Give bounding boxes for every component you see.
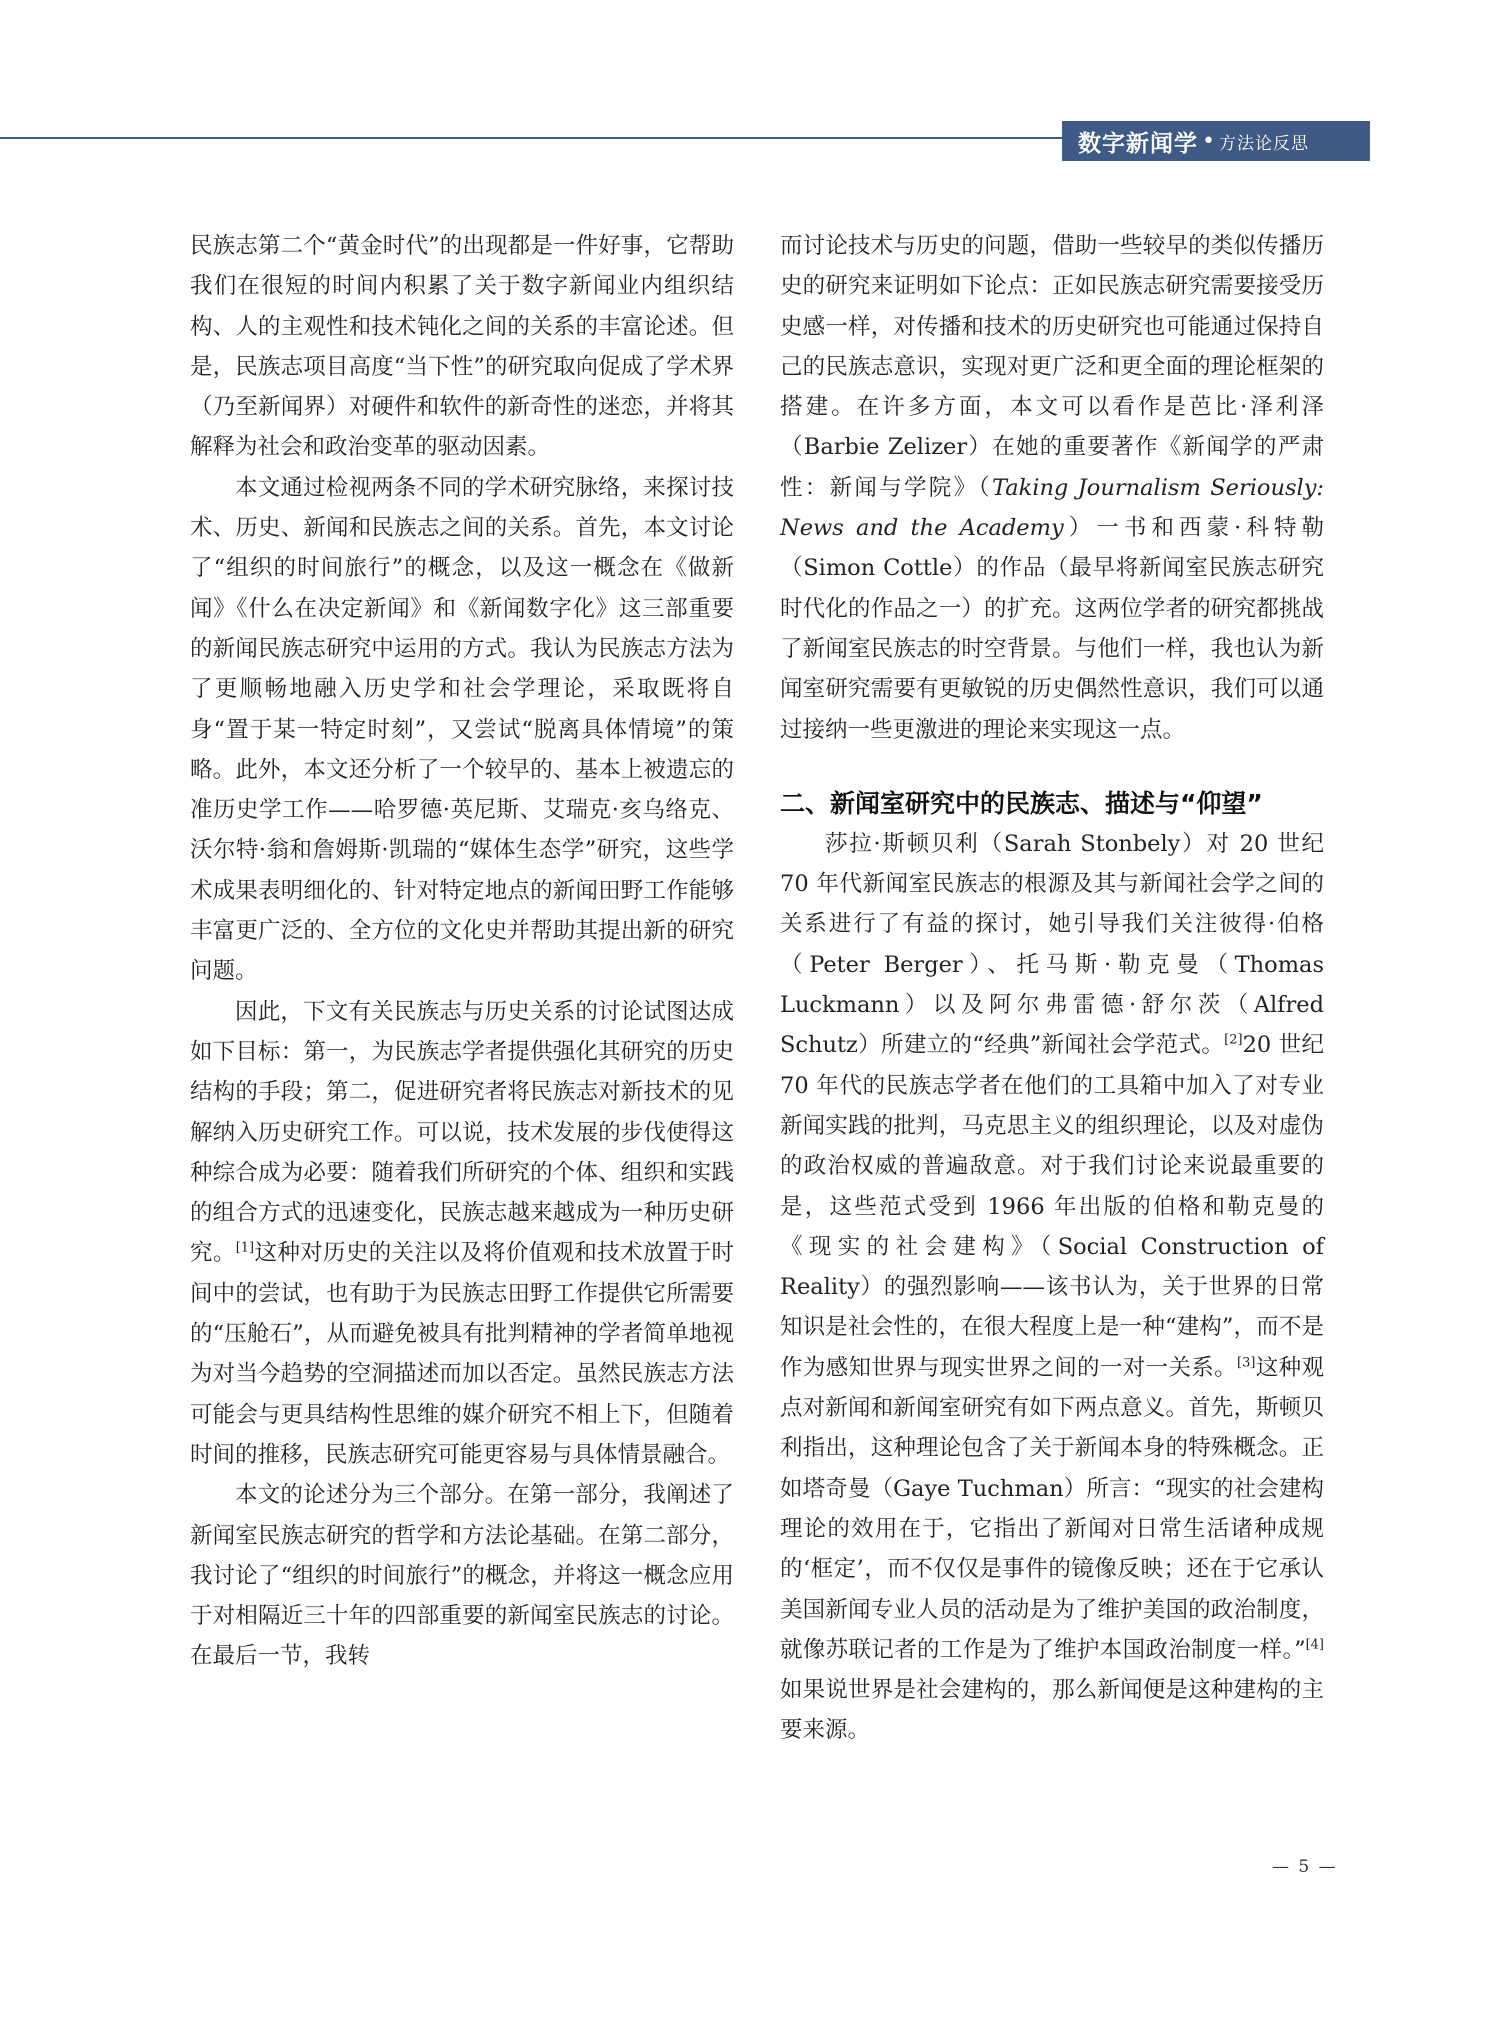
book-title: Taking Journalism Seriously: News and the Academy: [780, 474, 1324, 542]
paragraph-overview: 本文通过检视两条不同的学术研究脉络，来探讨技术、历史、新闻和民族志之间的关系。首先，本文讨论了“组织的时间旅行”的概念，以及这一概念在《做新闻》《什么在决定新闻》和《新闻数字化》这三部重要的新闻民族志研究中运用的方式。我认为民族志方法为了更顺畅地融入历史学和社会学理论，采取既将自身“置于某一特定时刻”，又尝试“脱离具体情境”的策略。此外，本文还分析了一个较早的、基本上被遗忘的准历史学工作——哈罗德·英尼斯、艾瑞克·亥乌络克、沃尔特·翁和詹姆斯·凯瑞的“媒体生态学”研究，这些学术成果表明细化的、针对特定地点的新闻田野工作能够丰富更广泛的、全方位的文化史并帮助其提出新的研究问题。: [190, 474, 734, 985]
paragraph-text: 莎拉·斯顿贝利（Sarah Stonbely）对 20 世纪 70 年代新闻室民族志的根源及其与新闻社会学之间的关系进行了有益的探讨，她引导我们关注彼得·伯格（Peter Berger）、托马斯·勒克曼（Thomas Luckmann）以及阿尔弗雷德·舒尔茨（Alfred Schutz）所建立的“经典”新闻社会学范式。: [780, 830, 1324, 1059]
paragraph-text: 20 世纪 70 年代的民族志学者在他们的工具箱中加入了对专业新闻实践的批判，马克思主义的组织理论，以及对虚伪的政治权威的普遍敌意。对于我们讨论来说最重要的是，这些范式受到 1966 年出版的伯格和勒克曼的《现实的社会建构》（Social Construction of Reality）的强烈影响——该书认为，关于世界的日常知识是社会性的，在很大程度上是一种“建构”，而不是作为感知世界与现实世界之间的一对一关系。: [780, 1032, 1324, 1381]
footnote-ref-3: [3]: [1237, 1355, 1256, 1371]
footnote-ref-1: [1]: [235, 1240, 255, 1256]
paragraph-continued: 民族志第二个“黄金时代”的出现都是一件好事，它帮助我们在很短的时间内积累了关于数字新闻业内组织结构、人的主观性和技术钝化之间的关系的丰富论述。但是，民族志项目高度“当下性”的研究取向促成了学术界（乃至新闻界）对硬件和软件的新奇性的迷恋，并将其解释为社会和政治变革的驱动因素。: [190, 233, 734, 461]
paragraph-stonbely: [780, 824, 1324, 1751]
paragraph-text: 这种对历史的关注以及将价值观和技术放置于时间中的尝试，也有助于为民族志田野工作提供它所需要的“压舱石”，从而避免被具有批判精神的学者简单地视为对当今趋势的空洞描述而加以否定。虽然民族志方法可能会与更具结构性思维的媒介研究不相上下，但随着时间的推移，民族志研究可能更容易与具体情景融合。: [190, 1240, 734, 1468]
paragraph-goals: [190, 992, 734, 1476]
footnote-ref-4: [4]: [1305, 1637, 1324, 1653]
section-heading: 二、新闻室研究中的民族志、描述与“仰望”: [780, 788, 1263, 818]
header-rule: [0, 137, 1062, 139]
header-separator-dot: •: [1202, 128, 1215, 154]
paragraph-continued: [780, 226, 1324, 750]
journal-section-title: 数字新闻学: [1078, 130, 1198, 157]
paragraph-text: ）一书和西蒙·科特勒（Simon Cottle）的作品（最早将新闻室民族志研究时代化的作品之一）的扩充。这两位学者的研究都挑战了新闻室民族志的时空背景。与他们一样，我也认为新闻室研究需要有更敏锐的历史偶然性意识，我们可以通过接纳一些更激进的理论来实现这一点。: [780, 515, 1325, 743]
right-column: [780, 226, 1324, 1751]
page-number: — 5 —: [1272, 1857, 1338, 1877]
paragraph-text: 因此，下文有关民族志与历史关系的讨论试图达成如下目标：第一，为民族志学者提供强化其研究的历史结构的手段；第二，促进研究者将民族志对新技术的见解纳入历史研究工作。可以说，技术发展的步伐使得这种综合成为必要：随着我们所研究的个体、组织和实践的组合方式的迅速变化，民族志越来越成为一种历史研究。: [190, 998, 734, 1267]
paragraph-text: 而讨论技术与历史的问题，借助一些较早的类似传播历史的研究来证明如下论点：正如民族志研究需要接受历史感一样，对传播和技术的历史研究也可能通过保持自己的民族志意识，实现对更广泛和更全面的理论框架的搭建。在许多方面，本文可以看作是芭比·泽利泽（Barbie Zelizer）在她的重要著作《新闻学的严肃性：新闻与学院》（: [780, 233, 1324, 501]
paragraph-structure: 本文的论述分为三个部分。在第一部分，我阐述了新闻室民族志研究的哲学和方法论基础。在第二部分，我讨论了“组织的时间旅行”的概念，并将这一概念应用于对相隔近三十年的四部重要的新闻室民族志的讨论。在最后一节，我转: [190, 1482, 734, 1670]
paragraph-text: 如果说世界是社会建构的，那么新闻便是这种建构的主要来源。: [780, 1677, 1324, 1744]
footnote-ref-2: [2]: [1224, 1032, 1243, 1048]
journal-section-subtitle: 方法论反思: [1218, 133, 1309, 154]
paragraph-text: 这种观点对新闻和新闻室研究有如下两点意义。首先，斯顿贝利指出，这种理论包含了关于新闻本身的特殊概念。正如塔奇曼（Gaye Tuchman）所言：“现实的社会建构理论的效用在于，它指出了新闻对日常生活诸种成规的‘框定’，而不仅仅是事件的镜像反映；还在于它承认美国新闻专业人员的活动是为了维护美国的政治制度，就像苏联记者的工作是为了维护本国政治制度一样。”: [780, 1354, 1324, 1663]
left-column: [190, 226, 734, 1677]
running-header: [1062, 121, 1370, 161]
